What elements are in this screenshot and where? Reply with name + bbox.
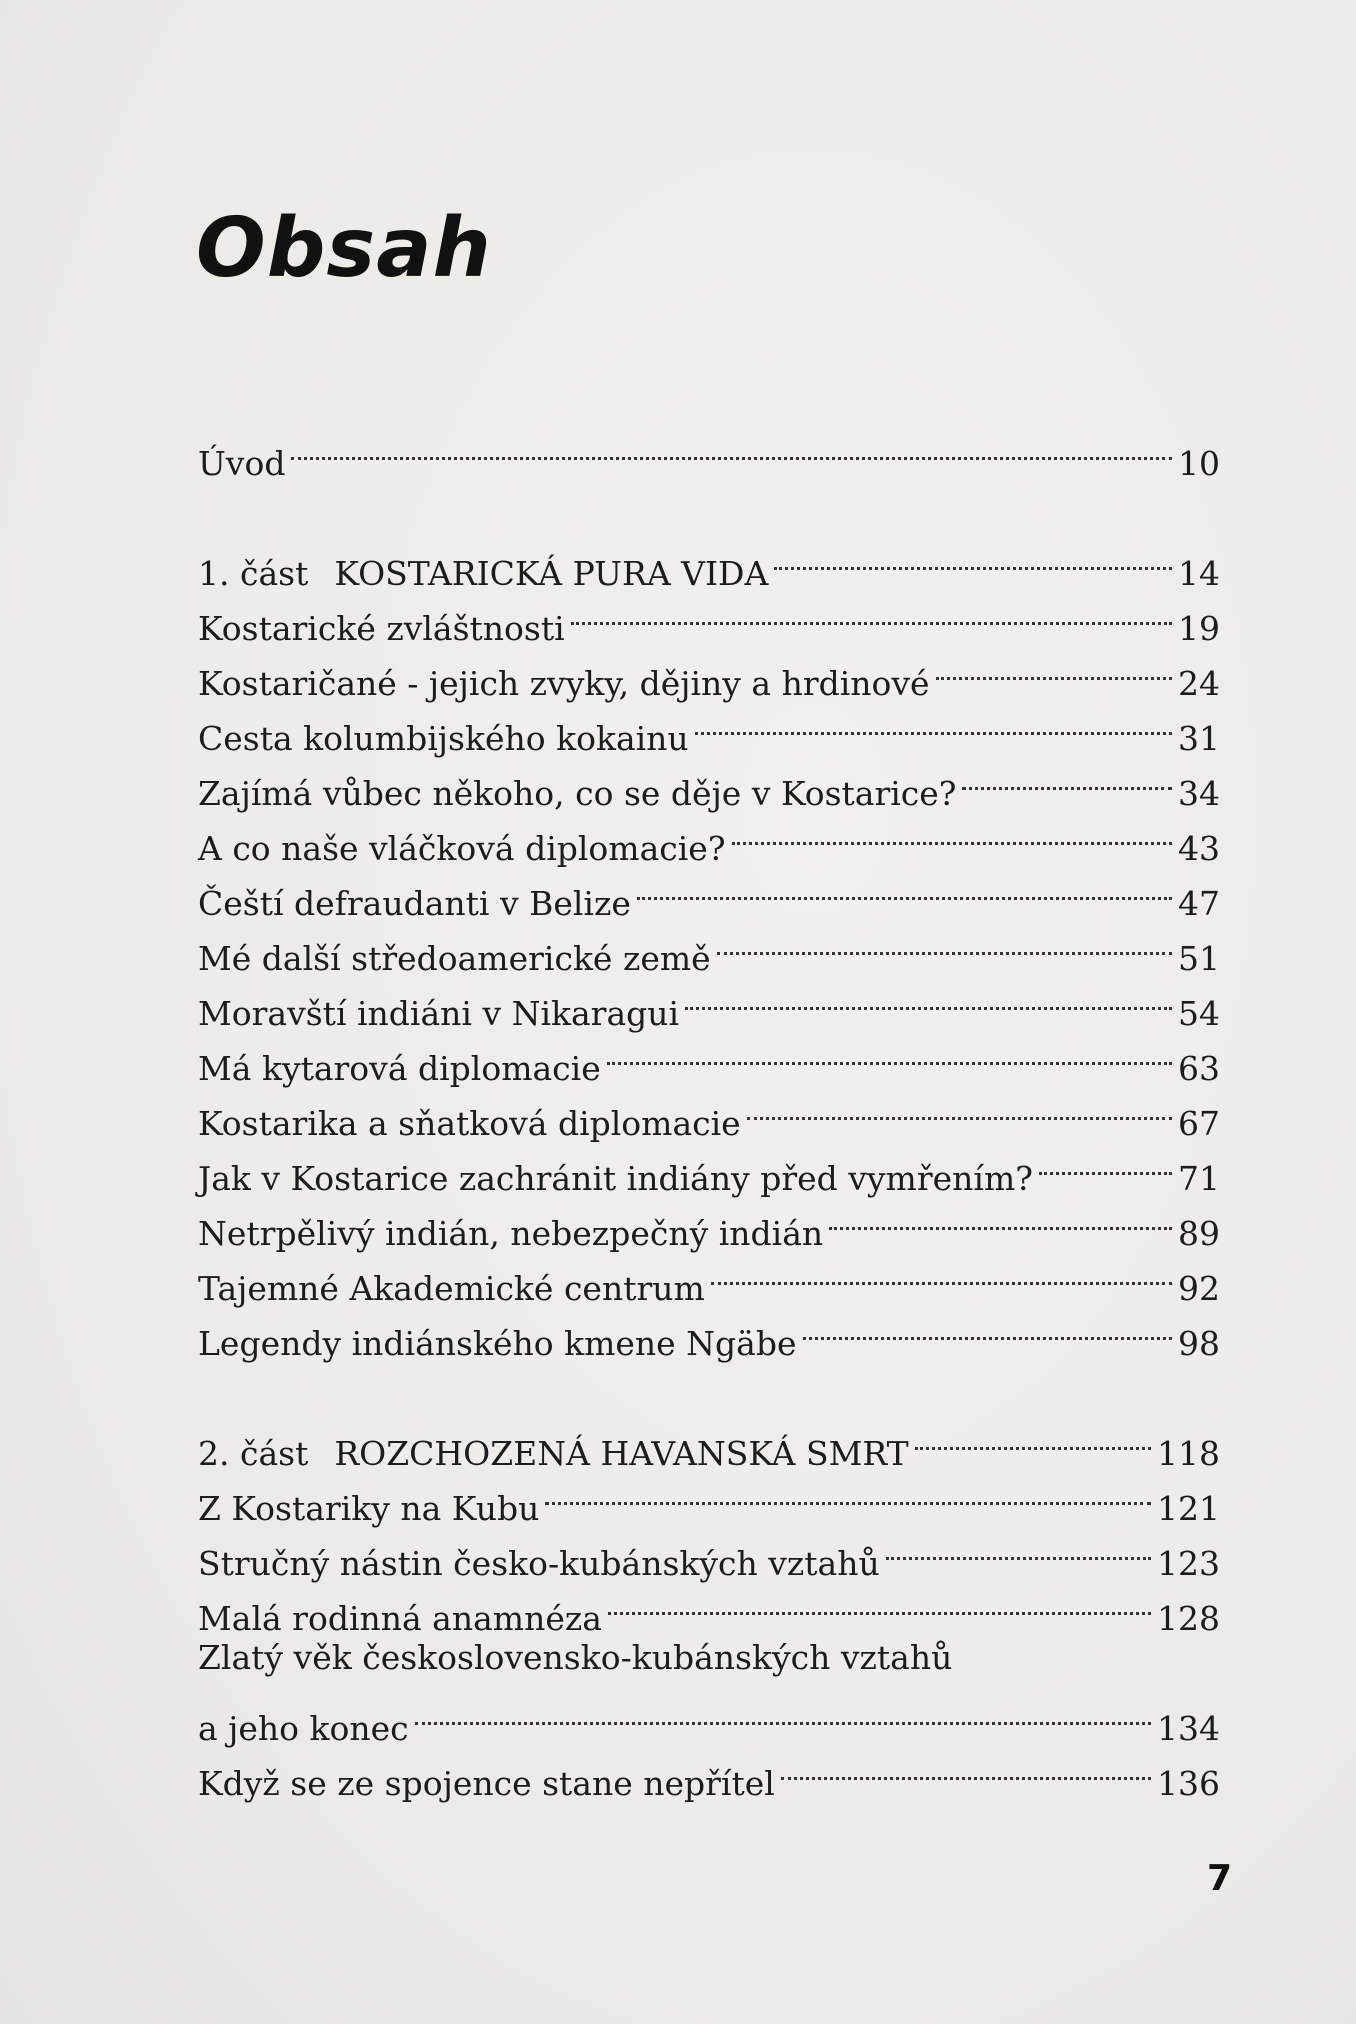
toc-entry-label: Moravští indiáni v Nikaragui [198, 994, 680, 1033]
dot-leader [962, 750, 1172, 805]
dot-leader [717, 915, 1172, 970]
toc-entry-label: Kostaričané - jejich zvyky, dějiny a hrdinové [198, 664, 930, 703]
toc-entry-page: 31 [1178, 719, 1220, 758]
dot-leader [803, 1300, 1172, 1355]
toc-entry-page: 47 [1178, 884, 1220, 923]
table-of-contents [198, 420, 1220, 1803]
dot-leader [711, 1245, 1172, 1300]
dot-leader [607, 1025, 1172, 1080]
dot-leader [685, 970, 1172, 1025]
toc-entry-page: 51 [1178, 939, 1220, 978]
dot-leader [571, 585, 1172, 640]
toc-entry-label: a jeho konec [198, 1709, 409, 1748]
toc-entry-label: Jak v Kostarice zachránit indiány před vymřením? [198, 1159, 1033, 1198]
toc-entry-label: Kostarické zvláštnosti [198, 609, 565, 648]
toc-entry-intro[interactable] [198, 420, 1220, 483]
toc-entry-label: Stručný nástin česko-kubánských vztahů [198, 1544, 880, 1583]
part-1-entries [198, 585, 1220, 1363]
toc-entry-label: Zlatý věk československo-kubánských vztahů [198, 1638, 953, 1677]
toc-entry-page: 34 [1178, 774, 1220, 813]
toc-entry-label: Zajímá vůbec někoho, co se děje v Kostarice? [198, 774, 957, 813]
toc-entry-page: 19 [1178, 609, 1220, 648]
part-number: 1. část [198, 554, 309, 593]
toc-entry-page: 123 [1157, 1544, 1220, 1583]
dot-leader [608, 1575, 1151, 1630]
toc-entry-page: 89 [1178, 1214, 1220, 1253]
part-2-entries [198, 1465, 1220, 1638]
dot-leader [732, 805, 1172, 860]
toc-entry-page: 71 [1178, 1159, 1220, 1198]
toc-entry-page: 136 [1157, 1764, 1220, 1803]
dot-leader [915, 1410, 1151, 1465]
page-number: 7 [1206, 1858, 1232, 1899]
toc-entry-page: 54 [1178, 994, 1220, 1033]
dot-leader [545, 1465, 1151, 1520]
toc-entry-label: Má kytarová diplomacie [198, 1049, 601, 1088]
toc-entry-label: Když se ze spojence stane nepřítel [198, 1764, 775, 1803]
dot-leader [936, 640, 1172, 695]
toc-entry-label: Čeští defraudanti v Belize [198, 884, 631, 923]
toc-entry-page: 10 [1178, 444, 1220, 483]
toc-entry-label: Úvod [198, 444, 286, 483]
dot-leader [1039, 1135, 1172, 1190]
dot-leader [886, 1520, 1151, 1575]
part-title: ROZCHOZENÁ HAVANSKÁ SMRT [334, 1434, 909, 1473]
toc-entry-page: 121 [1157, 1489, 1220, 1528]
dot-leader [829, 1190, 1172, 1245]
toc-entry-page: 63 [1178, 1049, 1220, 1088]
toc-entry-page: 24 [1178, 664, 1220, 703]
toc-entry-wrapped-line1[interactable] [198, 1630, 1220, 1685]
dot-leader [291, 420, 1172, 475]
toc-entry-page: 98 [1178, 1324, 1220, 1363]
toc-entry-label: A co naše vláčková diplomacie? [198, 829, 726, 868]
toc-entry-page: 43 [1178, 829, 1220, 868]
toc-entry-label: Z Kostariky na Kubu [198, 1489, 540, 1528]
toc-entry-label: Mé další středoamerické země [198, 939, 711, 978]
toc-entry-page: 134 [1157, 1709, 1220, 1748]
dot-leader [747, 1080, 1172, 1135]
dot-leader [774, 530, 1172, 585]
dot-leader [781, 1740, 1151, 1795]
part-title: KOSTARICKÁ PURA VIDA [334, 554, 769, 593]
toc-entry-label: Tajemné Akademické centrum [198, 1269, 705, 1308]
toc-entry-label: Cesta kolumbijského kokainu [198, 719, 689, 758]
toc-entry-page: 128 [1157, 1599, 1220, 1638]
dot-leader [637, 860, 1172, 915]
page-title: Obsah [196, 201, 492, 296]
toc-entry-label: Netrpělivý indián, nebezpečný indián [198, 1214, 824, 1253]
toc-part-2-heading[interactable] [198, 1410, 1220, 1473]
toc-entry-label: Kostarika a sňatková diplomacie [198, 1104, 741, 1143]
toc-entry-page: 67 [1178, 1104, 1220, 1143]
toc-entry-page: 14 [1178, 554, 1220, 593]
toc-entry-label: Malá rodinná anamnéza [198, 1599, 602, 1638]
section-gap [198, 475, 1220, 530]
toc-part-1-heading[interactable] [198, 530, 1220, 593]
part-number: 2. část [198, 1434, 309, 1473]
dot-leader [415, 1685, 1151, 1740]
dot-leader [695, 695, 1172, 750]
toc-entry-page: 118 [1157, 1434, 1220, 1473]
toc-entry-wrapped-line2[interactable] [198, 1685, 1220, 1748]
toc-entry-page: 92 [1178, 1269, 1220, 1308]
toc-entry-label: Legendy indiánského kmene Ngäbe [198, 1324, 797, 1363]
